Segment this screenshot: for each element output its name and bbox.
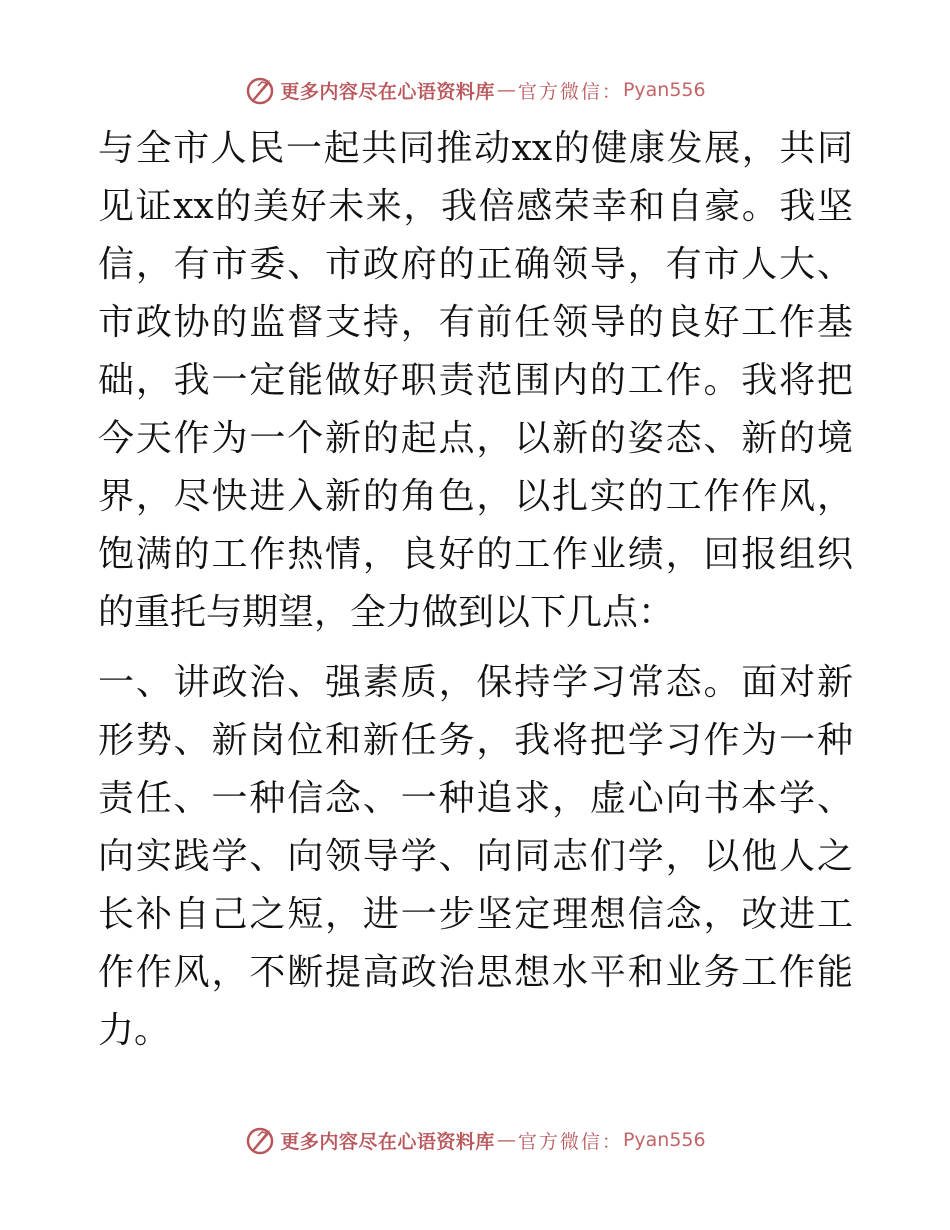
watermark-wechat-id: Pyan556 xyxy=(622,79,706,101)
paragraph-intro: 与全市人民一起共同推动xx的健康发展，共同见证xx的美好未来，我倍感荣幸和自豪。我坚信，有市委、市政府的正确领导，有市人大、市政协的监督支持，有前任领导的良好工作基础，我一定能做好职责范围内的工作。我将把今天作为一个新的起点，以新的姿态、新的境界，尽快进入新的角色，以扎实的工作作风，饱满的工作热情，良好的工作业绩，回报组织的重托与期望，全力做到以下几点： xyxy=(98,128,853,633)
document-body xyxy=(98,120,853,1060)
watermark-separator: — xyxy=(496,1129,516,1151)
footer-watermark xyxy=(0,1120,950,1160)
header-watermark xyxy=(0,70,950,110)
paragraph-point-one: 一、讲政治、强素质，保持学习常态。面对新形势、新岗位和新任务，我将把学习作为一种责任、一种信念、一种追求，虚心向书本学、向实践学、向领导学、向同志们学，以他人之长补自己之短，进一步坚定理想信念，改进工作作风，不断提高政治思想水平和业务工作能力。 xyxy=(98,662,853,1051)
watermark-main-text: 更多内容尽在心语资料库 xyxy=(280,80,495,103)
watermark-separator: — xyxy=(496,79,516,101)
watermark-wechat-id: Pyan556 xyxy=(622,1129,706,1151)
quill-pen-logo-icon xyxy=(244,1124,276,1156)
watermark-label: 官方微信： xyxy=(517,1130,623,1153)
watermark-main-text: 更多内容尽在心语资料库 xyxy=(280,1130,495,1153)
watermark-label: 官方微信： xyxy=(517,80,623,103)
quill-pen-logo-icon xyxy=(244,74,276,106)
